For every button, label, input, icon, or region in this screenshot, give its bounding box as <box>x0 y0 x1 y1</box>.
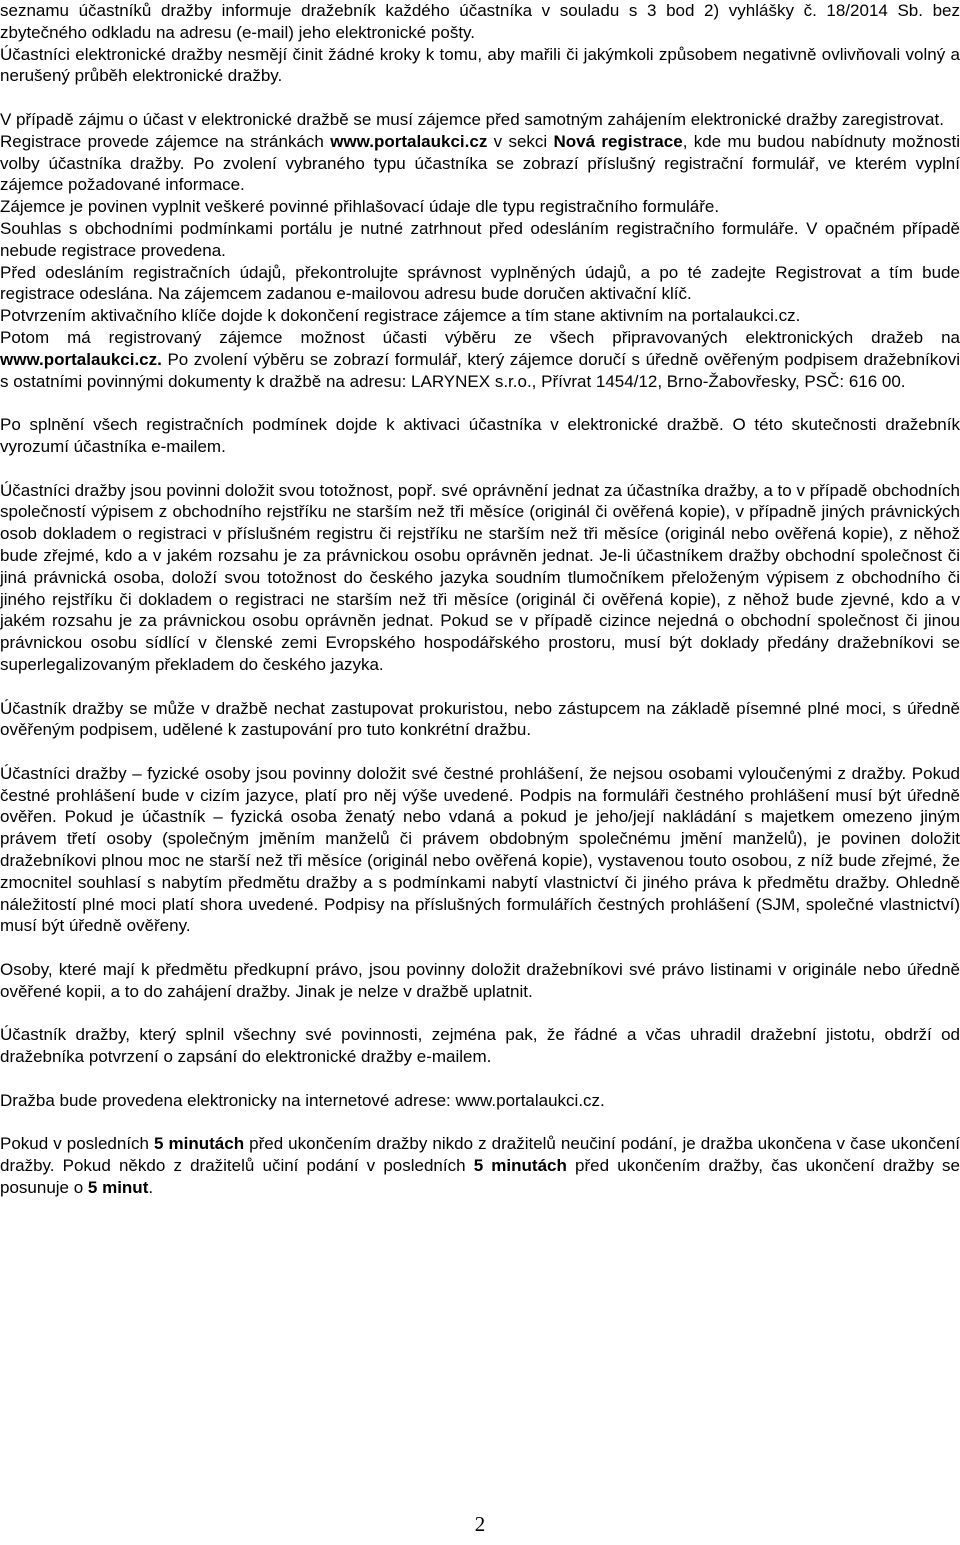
paragraph-registration-selection: Potom má registrovaný zájemce možnost účasti výběru ze všech připravovaných elektronických dražeb na www.portalaukci.cz. Po zvolení výběru se zobrazí formulář, který zájemce doručí s úředně ověřeným podpisem dražebníkovi s ostatními povinnými dokumenty k dražbě na adresu: LARYNEX s.r.o., Přívrat 1454/12, Brno-Žabovřesky, PSČ: 616 00. <box>0 327 960 391</box>
paragraph-activation: Po splnění všech registračních podmínek dojde k aktivaci účastníka v elektronické dražbě. O této skutečnosti dražebník vyrozumí účastníka e-mailem. <box>0 415 960 456</box>
paragraph-address: Dražba bude provedena elektronicky na internetové adrese: www.portalaukci.cz. <box>0 1090 605 1110</box>
paragraph-natural-persons: Účastníci dražby – fyzické osoby jsou povinny doložit své čestné prohlášení, že nejsou osobami vyloučenými z dražby. Pokud čestné prohlášení bude v cizím jazyce, platí pro něj výše uvedené. Podpis na formuláři čestného prohlášení musí být úředně ověřen. Pokud je účastník – fyzická osoba ženatý nebo vdaná a pokud je jeho/její nakládání s majetkem omezeno jiným právem třetí osoby (společným jměním manželů či právem obdobným společnému jmění manželů), je povinen doložit dražebníkovi plnou moc ne starší než tři měsíce (originál nebo ověřená kopie), vystavenou touto osobou, z níž bude zřejmé, že zmocnitel souhlasí s nabytím předmětu dražby a s podmínkami nabytí vlastnictví či jiného práva k předmětu dražby. Ohledně náležitostí plné moci platí shora uvedené. Podpisy na příslušných formulářích čestných prohlášení (SJM, společné vlastnictví) musí být úředně ověřeny. <box>0 763 960 936</box>
minutes-emphasis: 5 minut <box>87 1178 149 1198</box>
paragraph-preemption: Osoby, které mají k předmětu předkupní právo, jsou povinny doložit dražebníkovi své právo listinami v originále nebo úředně ověřené kopii, a to do zahájení dražby. Jinak je nelze v dražbě uplatnit. <box>0 960 960 1001</box>
paragraph-deposit: Účastník dražby, který splnil všechny své povinnosti, zejména pak, že řádné a včas uhradil dražební jistotu, obdrží od dražebníka potvrzení o zapsání do elektronické dražby e-mailem. <box>0 1025 960 1067</box>
paragraph-identity: Účastníci dražby jsou povinni doložit svou totožnost, popř. své oprávnění jednat za účastníka dražby, a to v případě obchodních společností výpisem z obchodního rejstříku ne starším než tři měsíce (originál či ověřená kopie), v případně jiných právnických osob dokladem o registraci v příslušném registru či rejstříku ne starším než tři měsíce (originál nebo ověřená kopie), z něhož bude zřejmé, kdo a v jakém rozsahu je za právnickou osobu oprávněn jednat. Je-li účastníkem dražby obchodní společnost či jiná právnická osoba, doloží svou totožnost do českého jazyka soudním tlumočníkem přeloženým výpisem z obchodního či jiného rejstříku či dokladem o registraci ne starším než tři měsíce (originál či ověřená kopie), z něhož bude zjevné, kdo a v jakém rozsahu je za právnickou osobu oprávněn jednat. Pokud se v případě cizince nejedná o obchodní společnost či jinou právnickou osobu sídlící v členské zemi Evropského hospodářského prostoru, musí být doklady předány dražebníkovi se superlegalizovaným překladem do českého jazyka. <box>0 480 960 674</box>
paragraph-registration-site: Registrace provede zájemce na stránkách www.portalaukci.cz v sekci Nová registrace, kde mu budou nabídnuty možnosti volby účastníka dražby. Po zvolení vybraného typu účastníka se zobrazí příslušný registrační formulář, ve kterém vyplní zájemce požadované informace. <box>0 131 960 195</box>
paragraph-registration-activation: Potvrzením aktivačního klíče dojde k dokončení registrace zájemce a tím stane aktivním na portalaukci.cz. <box>0 306 801 326</box>
paragraph-registration-submit: Před odesláním registračních údajů, překontrolujte správnost vyplněných údajů, a po té zadejte Registrovat a tím bude registrace odeslána. Na zájemcem zadanou e-mailovou adresu bude doručen aktivační klíč. <box>0 262 960 304</box>
portal-link-text: www.portalaukci.cz <box>330 131 488 151</box>
paragraph-registration-intro: V případě zájmu o účast v elektronické dražbě se musí zájemce před samotným zahájením elektronické dražby zaregistrovat. <box>0 109 944 129</box>
paragraph-notification: seznamu účastníků dražby informuje dražebník každého účastníka v souladu s 3 bod 2) vyhlášky č. 18/2014 Sb. bez zbytečného odkladu na adresu (e-mail) jeho elektronické pošty. <box>0 1 960 42</box>
paragraph-registration-terms: Souhlas s obchodními podmínkami portálu je nutné zatrhnout před odesláním registračního formuláře. V opačném případě nebude registrace provedena. <box>0 218 960 260</box>
minutes-emphasis: 5 minutách <box>473 1156 567 1176</box>
portal-link-text: www.portalaukci.cz. <box>0 349 162 369</box>
page-number: 2 <box>474 1512 486 1536</box>
paragraph-participants-conduct: Účastníci elektronické dražby nesmějí činit žádné kroky k tomu, aby mařili či jakýmkoli způsobem negativně ovlivňovali volný a nerušený průběh elektronické dražby. <box>0 44 960 86</box>
paragraph-registration-required: Zájemce je povinen vyplnit veškeré povinné přihlašovací údaje dle typu registračního formuláře. <box>0 197 720 217</box>
minutes-emphasis: 5 minutách <box>154 1134 245 1154</box>
paragraph-last-minutes: Pokud v posledních 5 minutách před ukončením dražby nikdo z dražitelů neučiní podání, je dražba ukončena v čase ukončení dražby. Pokud někdo z dražitelů učiní podání v posledních 5 minutách před ukončením dražby, čas ukončení dražby se posunuje o 5 minut. <box>0 1134 960 1198</box>
paragraph-proxy: Účastník dražby se může v dražbě nechat zastupovat prokuristou, nebo zástupcem na základě písemné plné moci, s úředně ověřeným podpisem, udělené k zastupování pro tuto konkrétní dražbu. <box>0 698 960 740</box>
new-registration-text: Nová registrace <box>553 131 683 151</box>
